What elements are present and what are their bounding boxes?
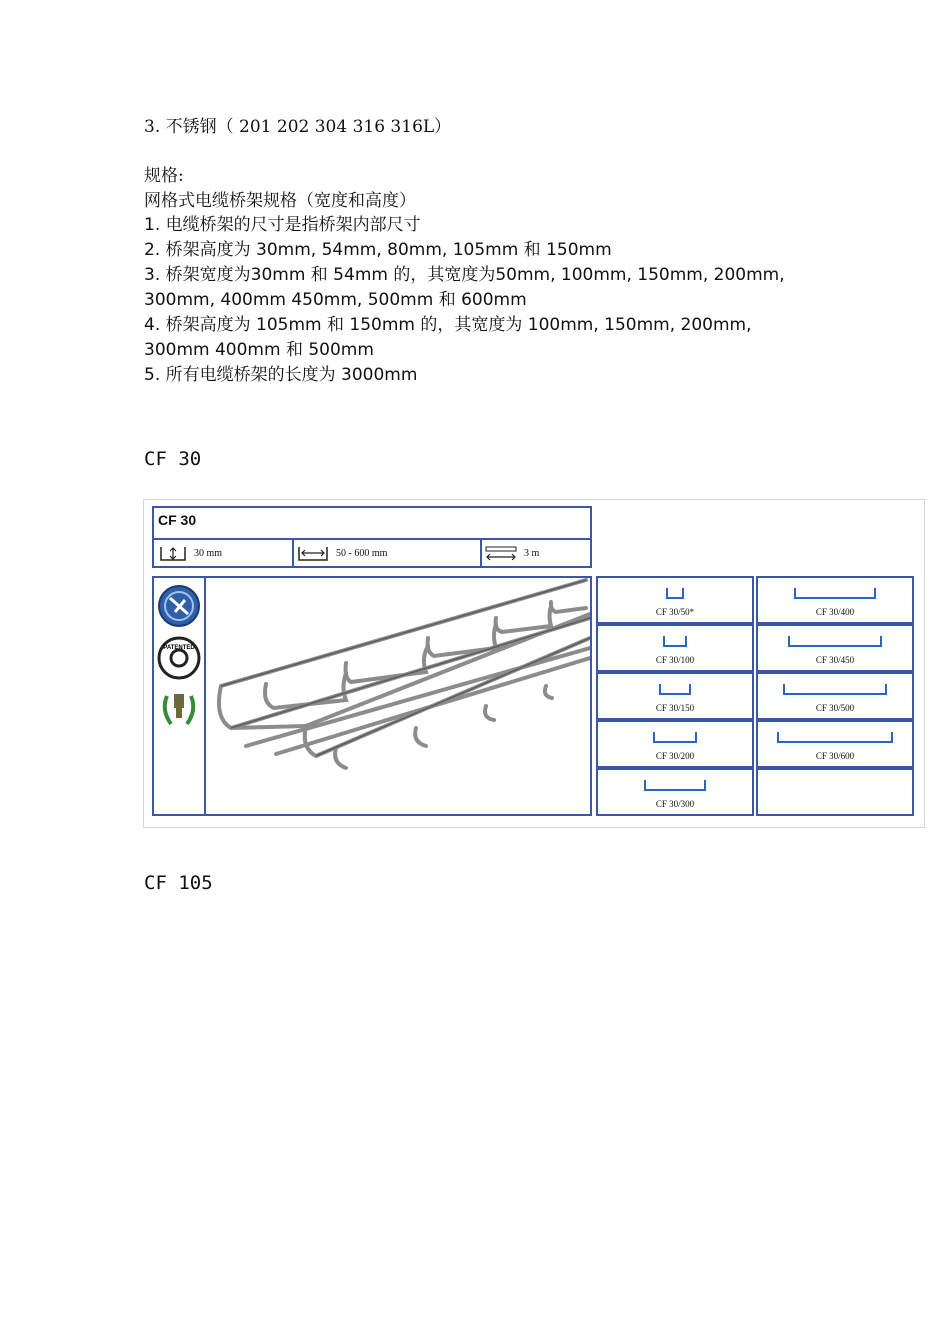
award-laurel-icon	[157, 686, 201, 730]
spec-item-3-cont: 300mm, 400mm 450mm, 500mm 和 600mm	[144, 290, 527, 310]
model-cell	[756, 672, 914, 720]
tray-profile-icon	[643, 778, 707, 794]
model-cell	[756, 576, 914, 624]
tray-profile-icon	[787, 634, 883, 650]
width-value: 50 - 600 mm	[336, 548, 388, 559]
certification-icons	[154, 578, 206, 814]
tray-profile-icon	[665, 586, 685, 602]
model-label: CF 30/50*	[655, 607, 695, 617]
tray-profile-icon	[793, 586, 877, 602]
tray-profile-icon	[782, 682, 888, 698]
figure-title: CF 30	[158, 512, 197, 528]
material-line: 3. 不锈钢（ 201 202 304 316 316L）	[144, 117, 452, 137]
spec-item-3: 3. 桥架宽度为30mm 和 54mm 的，其宽度为50mm, 100mm, 150mm, 200mm,	[144, 265, 785, 285]
model-cell	[756, 624, 914, 672]
height-icon	[158, 544, 188, 564]
spec-item-5: 5. 所有电缆桥架的长度为 3000mm	[144, 365, 418, 385]
model-cell-empty	[756, 768, 914, 816]
height-value: 30 mm	[194, 548, 223, 559]
tray-profile-icon	[652, 730, 698, 746]
tray-profile-icon	[658, 682, 692, 698]
model-label: CF 30/600	[815, 751, 855, 761]
length-icon	[484, 544, 518, 564]
model-cell	[596, 576, 754, 624]
spec-item-2: 2. 桥架高度为 30mm, 54mm, 80mm, 105mm 和 150mm	[144, 240, 612, 260]
cf30-product-figure	[143, 499, 925, 828]
model-cell	[596, 672, 754, 720]
figure-header	[152, 506, 592, 568]
model-label: CF 30/450	[815, 655, 855, 665]
spec-title: 网格式电缆桥架规格（宽度和高度）	[144, 191, 416, 211]
heading-cf30: CF 30	[144, 448, 202, 470]
tray-profile-icon	[662, 634, 688, 650]
tray-profile-icon	[776, 730, 894, 746]
length-value: 3 m	[524, 548, 540, 559]
model-cell	[596, 768, 754, 816]
product-image-panel	[152, 576, 592, 816]
model-cell	[596, 720, 754, 768]
patented-badge-icon	[157, 636, 201, 680]
width-icon	[296, 544, 330, 564]
model-label: CF 30/100	[655, 655, 695, 665]
model-label: CF 30/500	[815, 703, 855, 713]
cable-tray-illustration	[206, 578, 590, 814]
spec-item-4: 4. 桥架高度为 105mm 和 150mm 的，其宽度为 100mm, 150mm, 200mm,	[144, 315, 752, 335]
patented-text: PATENTED	[163, 645, 195, 651]
model-cell	[756, 720, 914, 768]
model-label: CF 30/400	[815, 607, 855, 617]
model-grid	[596, 576, 914, 816]
model-label: CF 30/150	[655, 703, 695, 713]
spec-item-4-cont: 300mm 400mm 和 500mm	[144, 340, 374, 360]
spec-item-1: 1. 电缆桥架的尺寸是指桥架内部尺寸	[144, 215, 421, 235]
model-label: CF 30/200	[655, 751, 695, 761]
heading-cf105: CF 105	[144, 872, 213, 894]
height-cell	[154, 540, 292, 568]
length-cell	[480, 540, 592, 568]
model-label: CF 30/300	[655, 799, 695, 809]
spec-label: 规格:	[144, 166, 184, 186]
width-cell	[292, 540, 482, 568]
model-cell	[596, 624, 754, 672]
electrical-continuity-icon	[157, 584, 201, 628]
